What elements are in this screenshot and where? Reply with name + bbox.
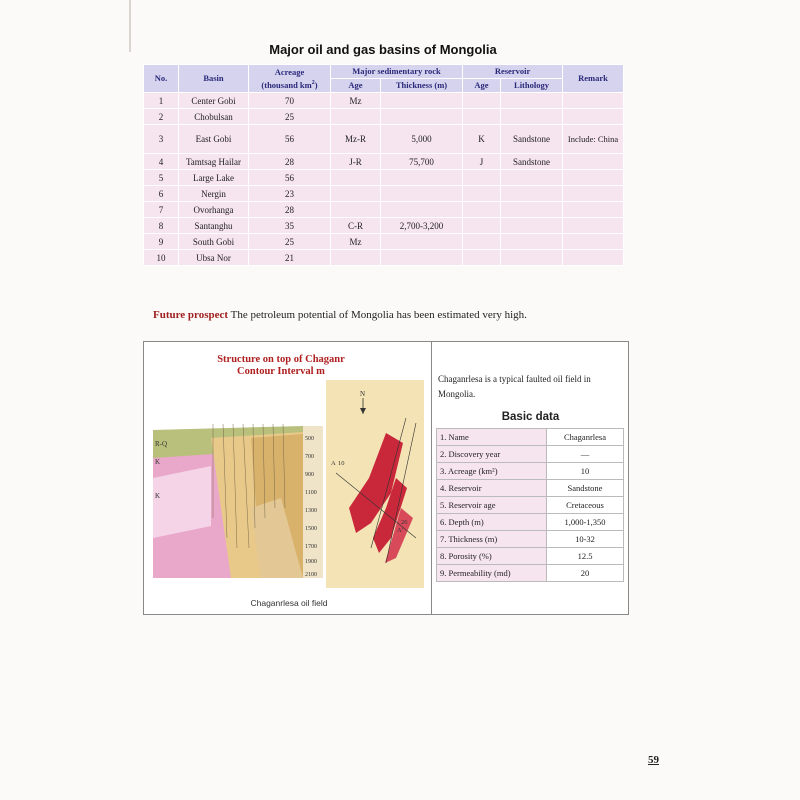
table-row: 3 East Gobi 56 Mz-R 5,000 K Sandstone Include: China [144,125,624,154]
depth-tick: 900 [305,472,314,478]
light-pink-layer [153,466,211,538]
structure-map [326,380,424,588]
cross-section [153,424,323,578]
header-res-age: Age [463,79,501,93]
depth-tick: 500 [305,436,314,442]
header-major-sedimentary-rock: Major sedimentary rock [331,65,463,79]
label-k2: K [155,492,161,500]
table-row: 5. Reservoir age Cretaceous [437,497,624,514]
depth-tick: 1500 [305,526,317,532]
oilfield-intro: Chaganrlesa is a typical faulted oil field in Mongolia. [438,374,591,399]
header-remark: Remark [563,65,624,93]
basic-data-title: Basic data [501,411,560,423]
label-26: 26 [401,519,408,526]
table-row: 1 Center Gobi 70 Mz [144,93,624,109]
prospect-text: The petroleum potential of Mongolia has been estimated very high. [230,309,527,321]
table-row: 10 Ubsa Nor 21 [144,250,624,266]
table-row: 7 Ovorhanga 28 [144,202,624,218]
geologic-section-and-map [151,348,427,588]
table-title: Major oil and gas basins of Mongolia [269,42,497,57]
table-row: 7. Thickness (m) 10-32 [437,531,624,548]
depth-tick: 700 [305,454,314,460]
depth-tick: 1900 [305,559,317,565]
label-a: A [331,460,336,467]
depth-tick: 1700 [305,544,317,550]
north-label: N [360,390,366,398]
table-row: 8. Porosity (%) 12.5 [437,548,624,565]
table-row: 2 Chobulsan 25 [144,109,624,125]
header-acreage: Acreage (thousand $km^2$) [249,65,331,93]
oilfield-figure [151,348,427,608]
label-r-q: R-Q [155,440,168,448]
page-number: 59 [648,754,659,766]
table-row: 6. Depth (m) 1,000-1,350 [437,514,624,531]
label-k1: K [155,458,161,466]
table-row: 2. Discovery year — [437,446,624,463]
panel-divider [431,342,432,614]
depth-scale-bg [303,426,323,578]
table-row: 9. Permeability (md) 20 [437,565,624,582]
label-a-prime: A' [397,527,403,534]
basic-data-table [436,428,624,582]
figure-title: Structure on top of Chaganr Contour Interval m [217,354,345,377]
header-age: Age [331,79,381,93]
label-10: 10 [338,460,345,467]
depth-tick: 2100 [305,572,317,578]
table-row: 9 South Gobi 25 Mz [144,234,624,250]
header-thickness: Thickness (m) [381,79,463,93]
prospect-lead: Future prospect [153,309,229,321]
basins-table [143,64,624,266]
table-row: 4. Reservoir Sandstone [437,480,624,497]
oilfield-panel [143,341,629,615]
header-reservoir: Reservoir [463,65,563,79]
table-row: 5 Large Lake 56 [144,170,624,186]
margin-rule [129,0,131,52]
future-prospect [153,309,633,321]
depth-tick: 1300 [305,508,317,514]
table-row: 3. Acreage (km²) 10 [437,463,624,480]
header-basin: Basin [179,65,249,93]
table-row: 6 Nergin 23 [144,186,624,202]
header-lithology: Lithology [501,79,563,93]
header-no: No. [144,65,179,93]
figure-caption: Chaganrlesa oil field [250,598,328,608]
table-row: 8 Santanghu 35 C-R 2,700-3,200 [144,218,624,234]
table-row: 1. Name Chaganrlesa [437,429,624,446]
table-row: 4 Tamtsag Hailar 28 J-R 75,700 J Sandstone [144,154,624,170]
depth-tick: 1100 [305,490,317,496]
